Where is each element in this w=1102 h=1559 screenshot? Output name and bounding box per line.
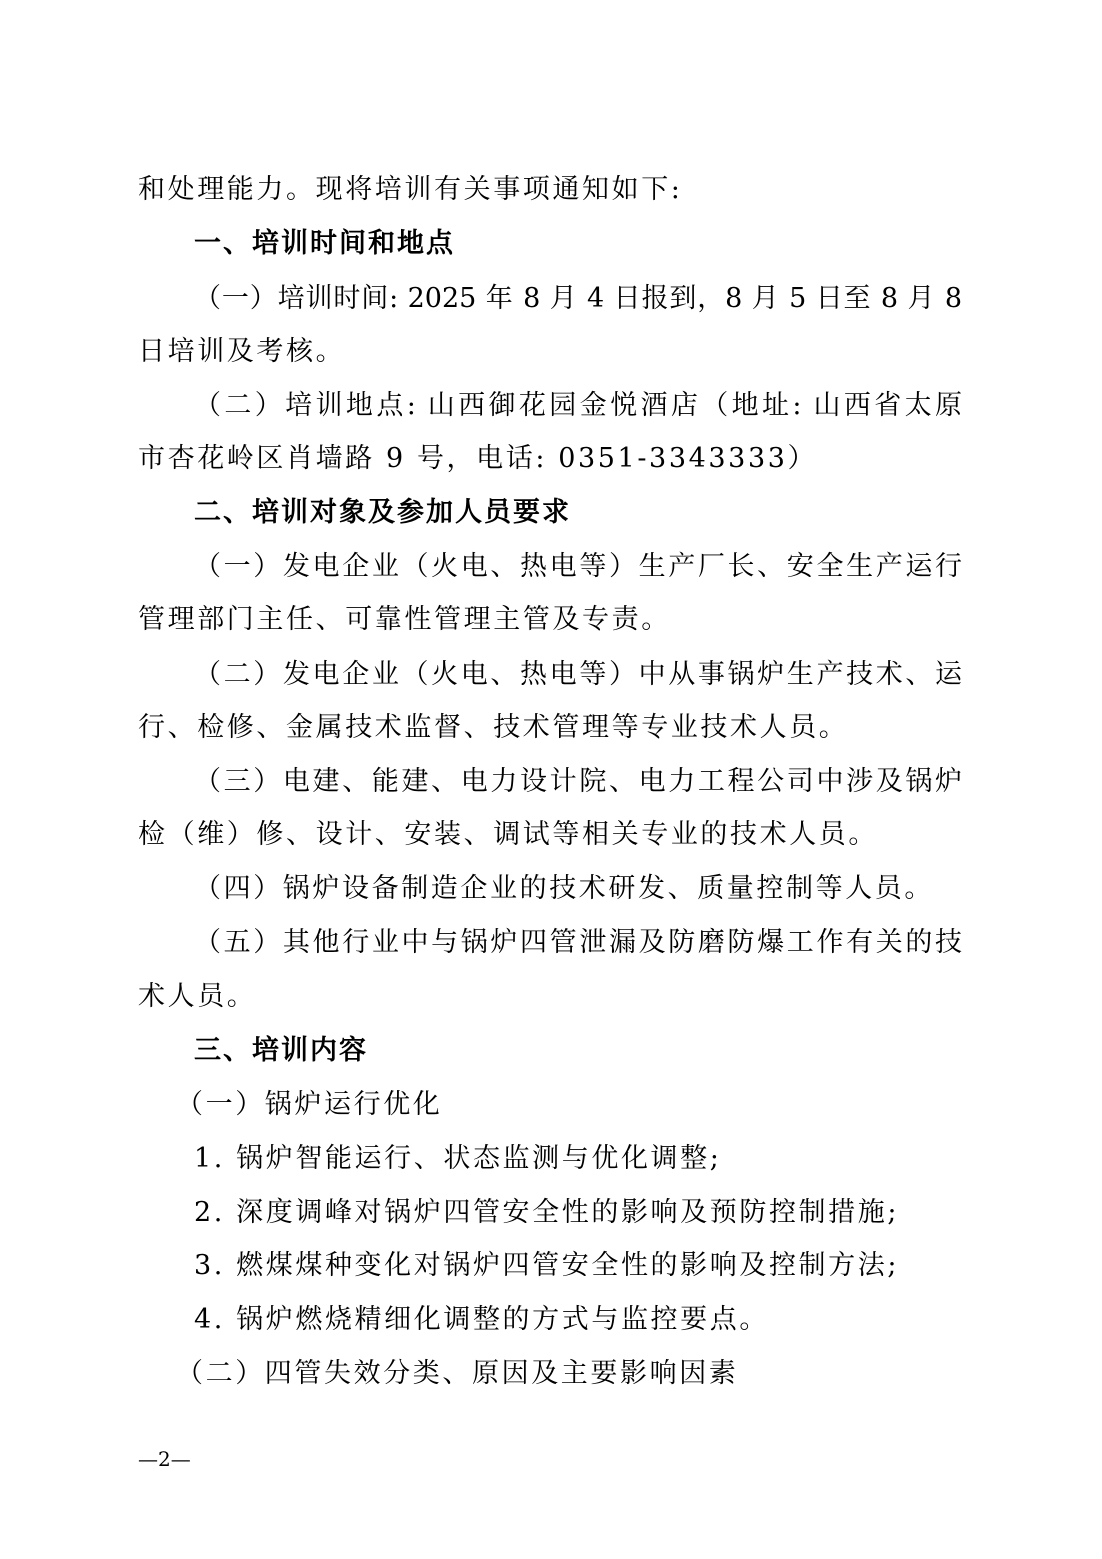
body-text-line: （三）电建、能建、电力设计院、电力工程公司中涉及锅炉	[194, 766, 962, 797]
body-text-line: 检（维）修、设计、安装、调试等相关专业的技术人员。	[138, 819, 878, 850]
list-item: 3. 燃煤煤种变化对锅炉四管安全性的影响及控制方法;	[194, 1250, 900, 1281]
body-text-line: 管理部门主任、可靠性管理主管及专责。	[138, 604, 671, 635]
page-number: —2—	[138, 1447, 191, 1471]
list-item: 2. 深度调峰对锅炉四管安全性的影响及预防控制措施;	[194, 1197, 900, 1228]
list-item: 4. 锅炉燃烧精细化调整的方式与监控要点。	[194, 1304, 769, 1335]
subsection-heading: （一）锅炉运行优化	[176, 1089, 443, 1120]
body-text-line: 术人员。	[138, 981, 257, 1012]
subsection-heading: （二）四管失效分类、原因及主要影响因素	[176, 1358, 739, 1389]
body-text-line: 行、检修、金属技术监督、技术管理等专业技术人员。	[138, 712, 849, 743]
body-text-line: （四）锅炉设备制造企业的技术研发、质量控制等人员。	[194, 873, 934, 904]
body-text-line: 和处理能力。现将培训有关事项通知如下:	[138, 174, 683, 205]
body-text-line: 日培训及考核。	[138, 336, 346, 367]
body-text-line: （二）发电企业（火电、热电等）中从事锅炉生产技术、运	[194, 659, 962, 690]
section-heading-2: 二、培训对象及参加人员要求	[194, 497, 571, 528]
body-text-line: （五）其他行业中与锅炉四管泄漏及防磨防爆工作有关的技	[194, 927, 962, 958]
list-item: 1. 锅炉智能运行、状态监测与优化调整;	[194, 1143, 722, 1174]
body-text-line: （二）培训地点: 山西御花园金悦酒店（地址: 山西省太原	[194, 390, 962, 421]
body-text-line: 市杏花岭区肖墙路 9 号，电话: 0351-3343333）	[138, 443, 818, 474]
section-heading-3: 三、培训内容	[194, 1035, 368, 1066]
section-heading-1: 一、培训时间和地点	[194, 228, 455, 259]
body-text-line: （一）发电企业（火电、热电等）生产厂长、安全生产运行	[194, 551, 962, 582]
body-text-line: （一）培训时间: 2025 年 8 月 4 日报到，8 月 5 日至 8 月 8	[194, 283, 962, 314]
